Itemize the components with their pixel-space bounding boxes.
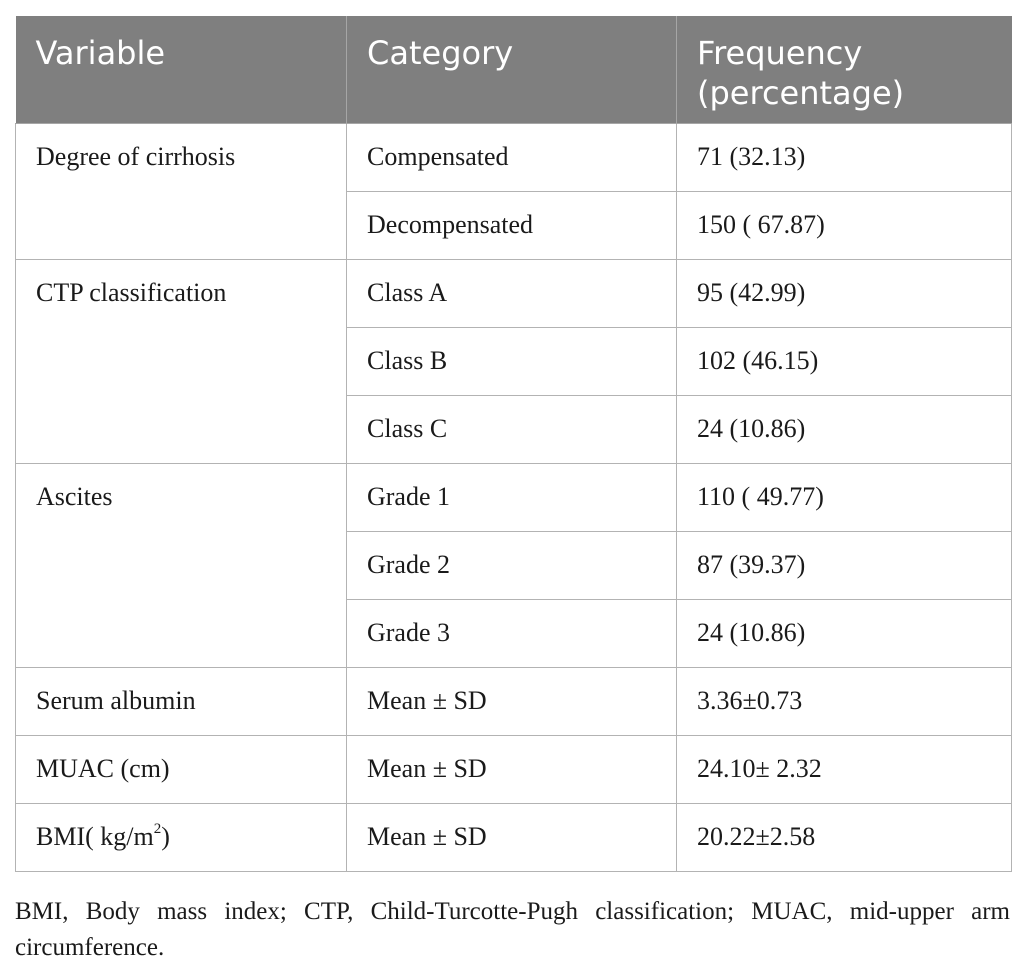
frequency-cell: 71 (32.13) xyxy=(677,124,1012,192)
frequency-cell: 110 ( 49.77) xyxy=(677,464,1012,532)
category-cell: Class B xyxy=(347,328,677,396)
table-row xyxy=(16,464,1012,532)
table-row xyxy=(16,804,1012,872)
frequency-cell: 95 (42.99) xyxy=(677,260,1012,328)
data-table-container xyxy=(15,16,1011,872)
category-cell: Class C xyxy=(347,396,677,464)
header-frequency-line1: Frequency xyxy=(697,34,863,72)
header-frequency-line2: (percentage) xyxy=(697,74,905,112)
category-cell: Mean ± SD xyxy=(347,668,677,736)
bmi-label-superscript: 2 xyxy=(153,821,162,838)
table-header-row xyxy=(16,16,1012,124)
table-footnote: BMI, Body mass index; CTP, Child-Turcotte-Pugh classification; MUAC, mid-upper arm circumference. xyxy=(15,898,1010,961)
variable-cell: Degree of cirrhosis xyxy=(16,124,347,260)
frequency-cell: 24 (10.86) xyxy=(677,600,1012,668)
category-cell: Grade 1 xyxy=(347,464,677,532)
frequency-cell: 24.10± 2.32 xyxy=(677,736,1012,804)
category-cell: Mean ± SD xyxy=(347,736,677,804)
table-row xyxy=(16,736,1012,804)
header-category: Category xyxy=(347,16,677,124)
category-cell: Decompensated xyxy=(347,192,677,260)
frequency-cell: 150 ( 67.87) xyxy=(677,192,1012,260)
category-cell: Class A xyxy=(347,260,677,328)
bmi-label-prefix: BMI( kg/m xyxy=(36,822,154,851)
variable-cell: CTP classification xyxy=(16,260,347,464)
table-row xyxy=(16,668,1012,736)
variable-cell: Serum albumin xyxy=(16,668,347,736)
variable-cell: Ascites xyxy=(16,464,347,668)
frequency-cell: 24 (10.86) xyxy=(677,396,1012,464)
table-row xyxy=(16,260,1012,328)
variable-cell xyxy=(16,804,347,872)
category-cell: Grade 3 xyxy=(347,600,677,668)
frequency-cell: 102 (46.15) xyxy=(677,328,1012,396)
data-table xyxy=(15,16,1012,872)
frequency-cell: 20.22±2.58 xyxy=(677,804,1012,872)
variable-cell: MUAC (cm) xyxy=(16,736,347,804)
category-cell: Compensated xyxy=(347,124,677,192)
table-row xyxy=(16,124,1012,192)
header-frequency xyxy=(677,16,1012,124)
frequency-cell: 3.36±0.73 xyxy=(677,668,1012,736)
header-variable: Variable xyxy=(16,16,347,124)
category-cell: Grade 2 xyxy=(347,532,677,600)
frequency-cell: 87 (39.37) xyxy=(677,532,1012,600)
bmi-label-suffix: ) xyxy=(161,822,170,851)
category-cell: Mean ± SD xyxy=(347,804,677,872)
